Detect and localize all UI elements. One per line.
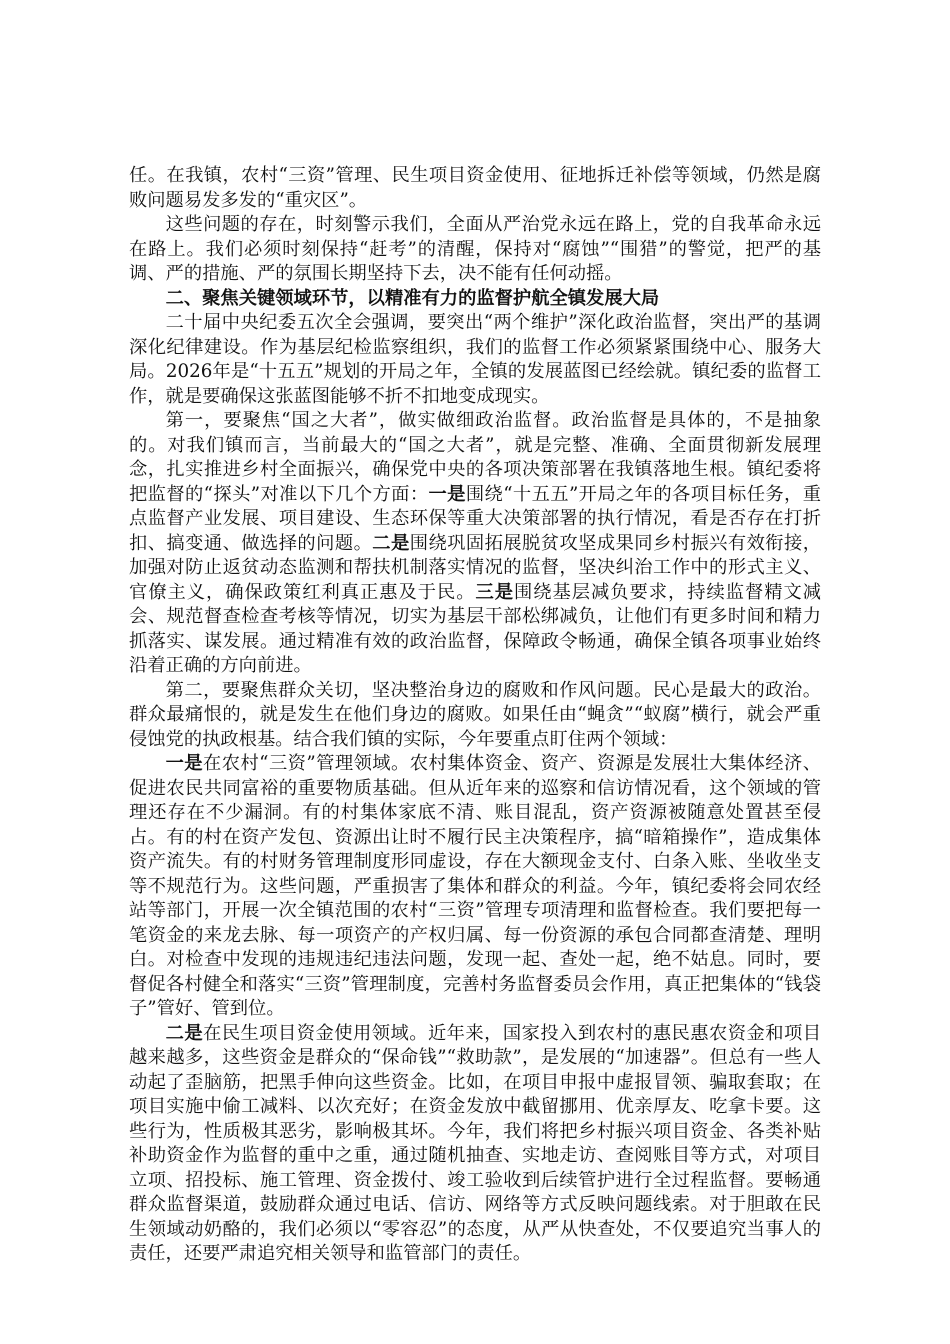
bold-marker-first: 一是 <box>428 483 466 505</box>
paragraph-continuation: 任。在我镇，农村“三资”管理、民生项目资金使用、征地拆迁补偿等领域，仍然是腐败问题易发多发的“重灾区”。 <box>129 165 821 211</box>
text-run: 第一，要聚焦“国之大者”，做实做细政治监督。政治监督是具体的，不是抽象的。对我们镇而言，当前最大的“国之大者”，就是完整、准确、全面贯彻新发展理念，扎实推进乡村全面振兴，确保党中央的各项决策部署在我镇落地生根。镇纪委将把监督的“探头”对准以下几个方面： <box>129 410 821 505</box>
bold-marker-second: 二是 <box>372 532 410 554</box>
text-run: 围绕基层减负要求，持续监督精文减会、规范督查检查考核等情况，切实为基层干部松绑减负，让他们有更多时间和精力抓落实、谋发展。通过精准有效的政治监督，保障政令畅通，确保全镇各项事业始终沿着正确的方向前进。 <box>129 581 822 676</box>
text-run: 在农村“三资”管理领域。农村集体资金、资产、资源是发展壮大集体经济、促进农民共同富裕的重要物质基础。但从近年来的巡察和信访情况看，这个领域的管理还存在不少漏洞。有的村集体家底不清、账目混乱，资产资源被随意处置甚至侵占。有的村在资产发包、资源出让时不履行民主决策程序，搞“暗箱操作”，造成集体资产流失。有的村财务管理制度形同虚设，存在大额现金支付、白条入账、坐收坐支等不规范行为。这些问题，严重损害了集体和群众的利益。今年，镇纪委将会同农经站等部门，开展一次全镇范围的农村“三资”管理专项清理和监督检查。我们要把每一笔资金的来龙去脉、每一项资产的产权归属、每一份资源的承包合同都查清楚、理明白。对检查中发现的违规违纪违法问题，发现一起、查处一起，绝不姑息。同时，要督促各村健全和落实“三资”管理制度，完善村务监督委员会作用，真正把集体的“钱袋子”管好、管到位。 <box>129 753 821 1019</box>
bold-marker-second: 二是 <box>165 1022 204 1044</box>
paragraph-intro: 二十届中央纪委五次全会强调，要突出“两个维护”深化政治监督，突出严的基调深化纪律建设。作为基层纪检监察组织，我们的监督工作必须紧紧围绕中心、服务大局。2026年是“十五五”规划的开局之年，全镇的发展蓝图已经绘就。镇纪委的监督工作，就是要确保这张蓝图能够不折不扣地变成现实。 <box>129 312 821 407</box>
paragraph-livelihood-funds <box>129 1022 821 1267</box>
bold-marker-third: 三是 <box>475 581 514 603</box>
text-run: 围绕巩固拓展脱贫攻坚成果同乡村振兴有效衔接，加强对防止返贫动态监测和帮扶机制落实情况的监督，坚决纠治工作中的形式主义、官僚主义，确保政策红利真正惠及于民。 <box>129 532 822 603</box>
text-run: 围绕“十五五”开局之年的各项目标任务，重点监督产业发展、项目建设、生态环保等重大决策部署的执行情况，看是否存在打折扣、搞变通、做选择的问题。 <box>129 483 821 554</box>
bold-marker-first: 一是 <box>165 753 204 774</box>
paragraph-political-supervision <box>129 409 821 679</box>
paragraph-rural-assets <box>129 752 821 1022</box>
paragraph-public-concerns: 第二，要聚焦群众关切，坚决整治身边的腐败和作风问题。民心是最大的政治。群众最痛恨的，就是发生在他们身边的腐败。如果任由“蝇贪”“蚁腐”横行，就会严重侵蚀党的执政根基。结合我们镇的实际，今年要重点盯住两个领域： <box>129 679 821 750</box>
section-heading-2: 二、聚焦关键领域环节，以精准有力的监督护航全镇发展大局 <box>165 287 660 309</box>
text-run: 在民生项目资金使用领域。近年来，国家投入到农村的惠民惠农资金和项目越来越多，这些资金是群众的“保命钱”“救助款”，是发展的“加速器”。但总有一些人动起了歪脑筋，把黑手伸向这些资金。比如，在项目申报中虚报冒领、骗取套取；在项目实施中偷工减料、以次充好；在资金发放中截留挪用、优亲厚友、吃拿卡要。这些行为，性质极其恶劣，影响极其坏。今年，我们将把乡村振兴项目资金、各类补贴补助资金作为监督的重中之重，通过随机抽查、实地走访、查阅账目等方式，对项目立项、招投标、施工管理、资金拨付、竣工验收到后续管护进行全过程监督。要畅通群众监督渠道，鼓励群众通过电话、信访、网络等方式反映问题线索。对于胆敢在民生领域动奶酪的，我们必须以“零容忍”的态度，从严从快查处，不仅要追究当事人的责任，还要严肃追究相关领导和监管部门的责任。 <box>129 1022 822 1264</box>
document-body <box>129 164 821 1267</box>
paragraph-warning: 这些问题的存在，时刻警示我们，全面从严治党永远在路上，党的自我革命永远在路上。我们必须时刻保持“赶考”的清醒，保持对“腐蚀”“围猎”的警觉，把严的基调、严的措施、严的氛围长期坚持下去，决不能有任何动摇。 <box>129 214 821 284</box>
